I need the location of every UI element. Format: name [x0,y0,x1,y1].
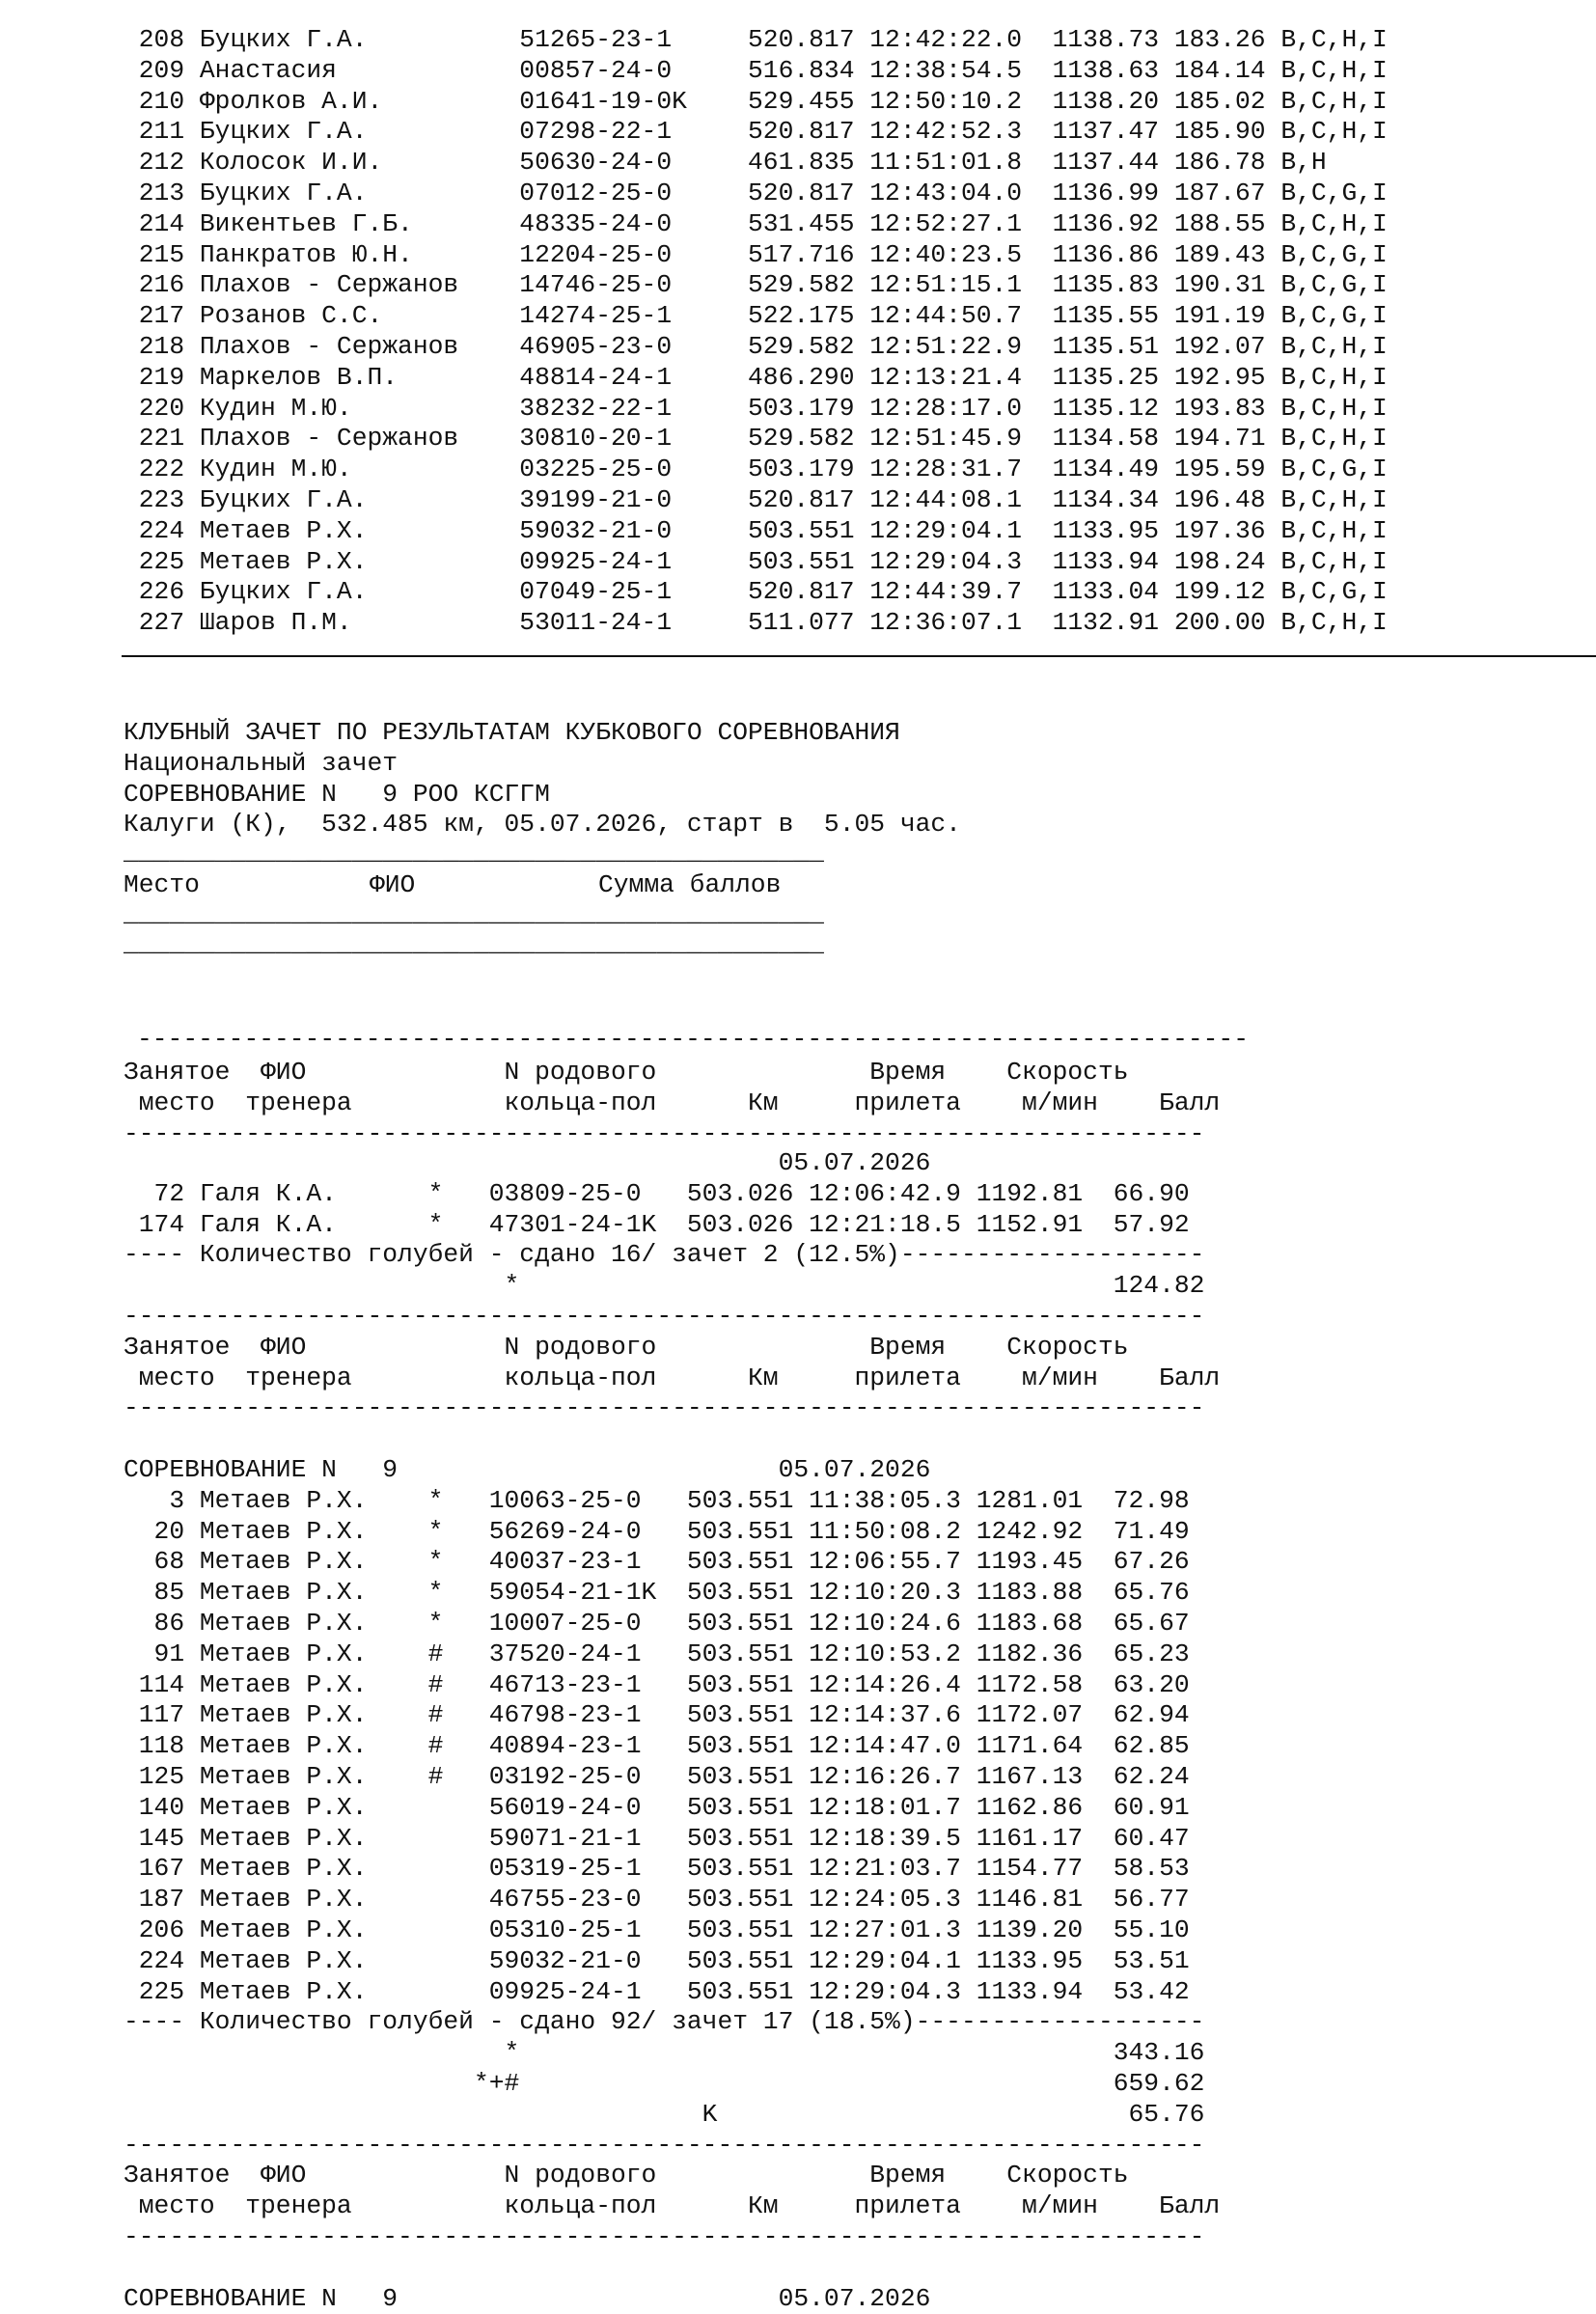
section-date-line: СОРЕВНОВАНИЕ N 9 05.07.2026 [124,1455,931,1484]
section-dashes: ----------------------------------------------------------------------- [124,2130,1205,2160]
col-place-label: Место [124,870,200,899]
table-row: 224 Метаев Р.Х. 59032-21-0 503.551 12:29:04.1 1133.95 53.51 [124,1945,1190,1975]
table-row: 140 Метаев Р.Х. 56019-24-0 503.551 12:18:01.7 1162.86 60.91 [124,1792,1190,1822]
table-row: 72 Галя К.А. * 03809-25-0 503.026 12:06:42.9 1192.81 66.90 [124,1178,1190,1208]
table-header-line1: Занятое ФИО N родового Время Скорость [124,2161,1129,2190]
table-header-line2: место тренера кольца-пол Км прилета м/мин Балл [124,1088,1221,1117]
table-row: 3 Метаев Р.Х. * 10063-25-0 503.551 11:38:05.3 1281.01 72.98 [124,1485,1190,1515]
header-dashes: ----------------------------------------------------------------------- [124,2222,1205,2251]
table-header-line2: место тренера кольца-пол Км прилета м/мин Балл [124,1363,1221,1392]
table-row: 206 Метаев Р.Х. 05310-25-1 503.551 12:27:01.3 1139.20 55.10 [124,1915,1190,1944]
club-title: КЛУБНЫЙ ЗАЧЕТ ПО РЕЗУЛЬТАТАМ КУБКОВОГО СОРЕВНОВАНИЯ [124,718,900,747]
table-row: 85 Метаев Р.Х. * 59054-21-1K 503.551 12:10:20.3 1183.88 65.76 [124,1578,1190,1608]
result-row: 215 Панкратов Ю.Н. 12204-25-0 517.716 12:40:23.5 1136.86 189.43 B,C,G,I [124,239,1388,269]
result-row: 226 Буцких Г.А. 07049-25-1 520.817 12:44:39.7 1133.04 199.12 B,C,G,I [124,577,1388,607]
table-row: 91 Метаев Р.Х. # 37520-24-1 503.551 12:10:53.2 1182.36 65.23 [124,1639,1190,1668]
competition-line: СОРЕВНОВАНИЕ N 9 РОО КСГГМ [124,779,550,809]
table-header-line2: место тренера кольца-пол Км прилета м/мин Балл [124,2191,1221,2221]
header-dashes: ----------------------------------------------------------------------- [124,1118,1205,1148]
underline-rule: ______________________________________________ [124,838,824,867]
result-row: 219 Маркелов В.П. 48814-24-1 486.290 12:13:21.4 1135.25 192.95 B,C,H,I [124,362,1388,392]
table-row: 114 Метаев Р.Х. # 46713-23-1 503.551 12:14:26.4 1172.58 63.20 [124,1669,1190,1699]
total-line: * 343.16 [124,2038,1205,2068]
total-line: * 124.82 [124,1271,1205,1301]
table-row: 167 Метаев Р.Х. 05319-25-1 503.551 12:21:03.7 1154.77 58.53 [124,1854,1190,1884]
result-row: 210 Фролков А.И. 01641-19-0K 529.455 12:50:10.2 1138.20 185.02 B,C,H,I [124,86,1388,116]
table-end-rule [122,655,1596,657]
table-row: 174 Галя К.А. * 47301-24-1K 503.026 12:21:18.5 1152.91 57.92 [124,1209,1190,1239]
table-row: 118 Метаев Р.Х. # 40894-23-1 503.551 12:14:47.0 1171.64 62.85 [124,1731,1190,1761]
pigeon-count-line: ---- Количество голубей - сдано 16/ зачет 2 (12.5%)-------------------- [124,1240,1205,1270]
result-row: 223 Буцких Г.А. 39199-21-0 520.817 12:44:08.1 1134.34 196.48 B,C,H,I [124,485,1388,514]
header-dashes: ----------------------------------------------------------------------- [124,1393,1205,1423]
table-row: 20 Метаев Р.Х. * 56269-24-0 503.551 11:50:08.2 1242.92 71.49 [124,1516,1190,1546]
total-line: *+# 659.62 [124,2069,1205,2098]
result-row: 211 Буцких Г.А. 07298-22-1 520.817 12:42:52.3 1137.47 185.90 B,C,H,I [124,117,1388,147]
table-header-line1: Занятое ФИО N родового Время Скорость [124,1058,1129,1087]
col-sum-label: Сумма баллов [598,870,782,899]
table-row: 117 Метаев Р.Х. # 46798-23-1 503.551 12:14:37.6 1172.07 62.94 [124,1700,1190,1730]
competition-details: Калуги (К), 532.485 км, 05.07.2026, старт в 5.05 час. [124,810,961,840]
table-row: 125 Метаев Р.Х. # 03192-25-0 503.551 12:16:26.7 1167.13 62.24 [124,1762,1190,1791]
club-subtitle: Национальный зачет [124,748,399,778]
pigeon-count-line: ---- Количество голубей - сдано 92/ зачет 17 (18.5%)------------------- [124,2007,1205,2037]
table-row: 145 Метаев Р.Х. 59071-21-1 503.551 12:18:39.5 1161.17 60.47 [124,1823,1190,1853]
table-row: 86 Метаев Р.Х. * 10007-25-0 503.551 12:10:24.6 1183.68 65.67 [124,1609,1190,1638]
result-row: 221 Плахов - Сержанов 30810-20-1 529.582 12:51:45.9 1134.58 194.71 B,C,H,I [124,424,1388,454]
top-dashes: ------------------------------------------------------------------------- [137,1025,1249,1054]
section-date-line: СОРЕВНОВАНИЕ N 9 05.07.2026 [124,2283,931,2313]
table-row: 68 Метаев Р.Х. * 40037-23-1 503.551 12:06:55.7 1193.45 67.26 [124,1547,1190,1577]
result-row: 224 Метаев Р.Х. 59032-21-0 503.551 12:29:04.1 1133.95 197.36 B,C,H,I [124,515,1388,545]
result-row: 225 Метаев Р.Х. 09925-24-1 503.551 12:29:04.3 1133.94 198.24 B,C,H,I [124,546,1388,576]
result-row: 222 Кудин М.Ю. 03225-25-0 503.179 12:28:31.7 1134.49 195.59 B,C,G,I [124,455,1388,484]
result-row: 220 Кудин М.Ю. 38232-22-1 503.179 12:28:17.0 1135.12 193.83 B,C,H,I [124,393,1388,423]
result-row: 227 Шаров П.М. 53011-24-1 511.077 12:36:07.1 1132.91 200.00 B,C,H,I [124,608,1388,638]
result-row: 209 Анастасия 00857-24-0 516.834 12:38:54.5 1138.63 184.14 B,C,H,I [124,55,1388,85]
result-row: 208 Буцких Г.А. 51265-23-1 520.817 12:42:22.0 1138.73 183.26 B,C,H,I [124,25,1388,54]
result-row: 212 Колосок И.И. 50630-24-0 461.835 11:51:01.8 1137.44 186.78 B,H [124,148,1327,178]
underline-rule: ______________________________________________ [124,899,824,928]
col-name-label: ФИО [370,870,416,899]
section-dashes: ----------------------------------------------------------------------- [124,1302,1205,1331]
table-row: 225 Метаев Р.Х. 09925-24-1 503.551 12:29:04.3 1133.94 53.42 [124,1976,1190,2006]
result-row: 217 Розанов С.С. 14274-25-1 522.175 12:44:50.7 1135.55 191.19 B,C,G,I [124,301,1388,331]
result-row: 213 Буцких Г.А. 07012-25-0 520.817 12:43:04.0 1136.99 187.67 B,C,G,I [124,179,1388,207]
table-header-line1: Занятое ФИО N родового Время Скорость [124,1332,1129,1362]
result-row: 218 Плахов - Сержанов 46905-23-0 529.582 12:51:22.9 1135.51 192.07 B,C,H,I [124,332,1388,361]
total-line: K 65.76 [124,2099,1205,2129]
section-date-line: 05.07.2026 [124,1148,931,1177]
result-row: 214 Викентьев Г.Б. 48335-24-0 531.455 12:52:27.1 1136.92 188.55 B,C,H,I [124,208,1388,238]
result-row: 216 Плахов - Сержанов 14746-25-0 529.582 12:51:15.1 1135.83 190.31 B,C,G,I [124,270,1388,300]
table-row: 187 Метаев Р.Х. 46755-23-0 503.551 12:24:05.3 1146.81 56.77 [124,1885,1190,1915]
underline-rule: ______________________________________________ [124,929,824,958]
